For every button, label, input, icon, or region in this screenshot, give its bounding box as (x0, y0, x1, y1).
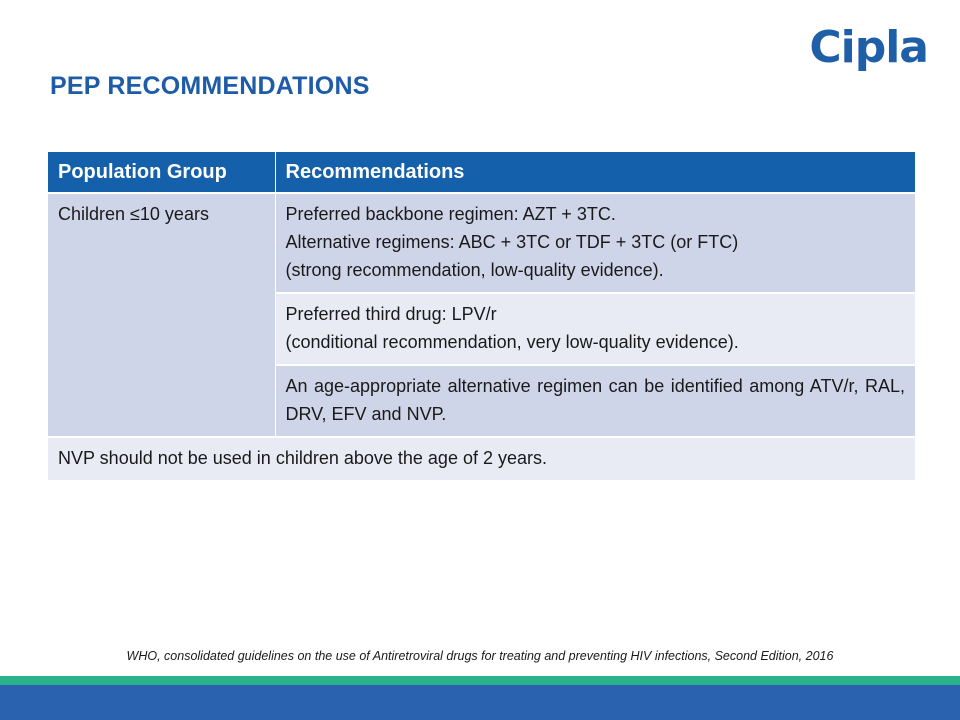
note-cell: NVP should not be used in children above the age of 2 years. (48, 437, 915, 480)
recommendation-cell-third-drug (275, 293, 915, 365)
recommendation-cell-alternative: An age-appropriate alternative regimen can be identified among ATV/r, RAL, DRV, EFV and NVP. (275, 365, 915, 437)
recommendations-table (48, 152, 915, 480)
recommendation-cell-backbone (275, 193, 915, 293)
table-row (48, 193, 915, 293)
recommendation-line: Preferred third drug: LPV/r (285, 304, 497, 324)
table-header-row (48, 152, 915, 193)
recommendation-line: Alternative regimens: ABC + 3TC or TDF + 3TC (or FTC) (285, 232, 739, 252)
recommendation-line: (conditional recommendation, very low-quality evidence). (285, 332, 739, 352)
header-population-group: Population Group (48, 152, 275, 193)
cipla-logo: Cipla (809, 22, 928, 73)
source-footnote: WHO, consolidated guidelines on the use of Antiretroviral drugs for treating and preventing HIV infections, Second Edition, 2016 (126, 649, 834, 663)
recommendation-line: (strong recommendation, low-quality evidence). (285, 260, 664, 280)
population-cell: Children ≤10 years (48, 193, 275, 437)
page-title: PEP RECOMMENDATIONS (50, 72, 370, 100)
header-recommendations: Recommendations (275, 152, 915, 193)
footer-blue-bar (0, 685, 960, 720)
footer-teal-bar (0, 676, 960, 685)
table-row (48, 437, 915, 480)
recommendation-line: Preferred backbone regimen: AZT + 3TC. (285, 204, 616, 224)
